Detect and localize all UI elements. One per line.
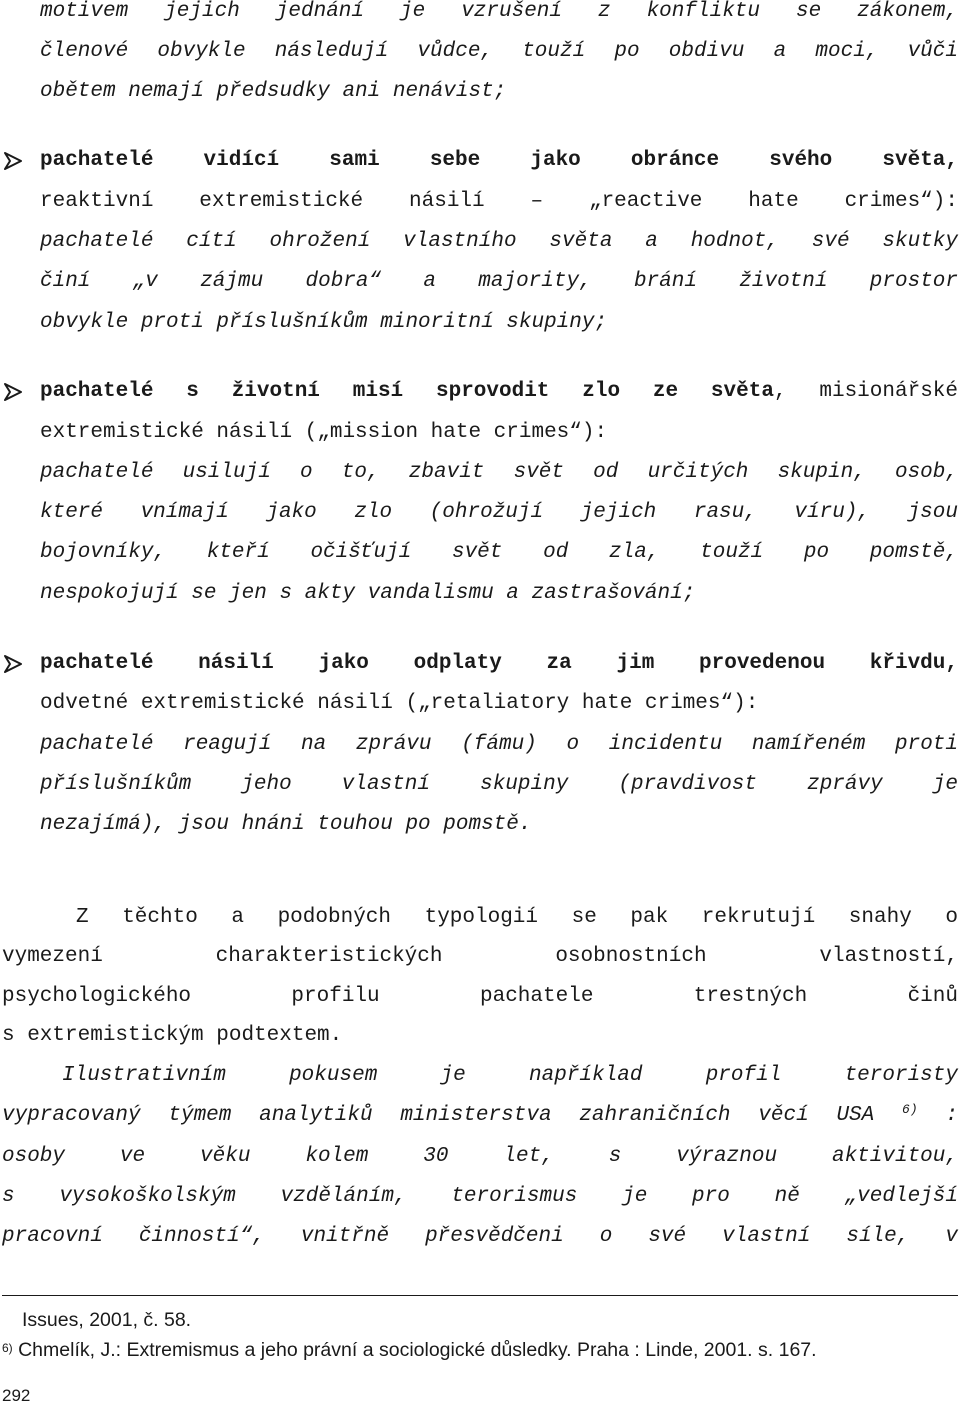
intro-line: obětem nemají předsudky ani nenávist; <box>40 80 507 103</box>
arrow-bullet-icon <box>2 149 32 173</box>
bullet-line: extremistické násilí („mission hate crimes“): <box>40 421 608 444</box>
bullet-heading: pachatelé vidící sami sebe jako obránce svého světa, <box>40 149 958 172</box>
footnote-6-text: Chmelík, J.: Extremismus a jeho právní a sociologické důsledky. Praha : Linde, 2001. s. 167. <box>18 1339 817 1361</box>
bullet-line: obvykle proti příslušníkům minoritní skupiny; <box>40 311 608 334</box>
bullet-line: odvetné extremistické násilí („retaliatory hate crimes“): <box>40 692 759 715</box>
footnote-continued: Issues, 2001, č. 58. <box>22 1309 192 1331</box>
bullet-line: příslušníkům jeho vlastní skupiny (pravdivost zprávy je <box>40 773 958 796</box>
bullet-heading-line <box>40 380 958 404</box>
footnote-6 <box>2 1338 817 1362</box>
bullet-line: které vnímají jako zlo (ohrožují jejich rasu, víru), jsou <box>40 501 958 524</box>
paragraph-line: s extremistickým podtextem. <box>2 1024 343 1047</box>
bullet-heading: pachatelé s životní misí sprovodit zlo ze světa <box>40 380 774 403</box>
paragraph-line: osoby ve věku kolem 30 let, s výraznou aktivitou, <box>2 1145 958 1168</box>
intro-line: motivem jejich jednání je vzrušení z konfliktu se zákonem, <box>40 0 958 23</box>
footnote-separator <box>2 1295 958 1296</box>
paragraph-colon: : <box>945 1104 959 1127</box>
paragraph-line: vymezení charakteristických osobnostních vlastností, <box>2 945 958 968</box>
bullet-line: nezajímá), jsou hnáni touhou po pomstě. <box>40 813 532 836</box>
page-number: 292 <box>2 1386 31 1405</box>
bullet-line: reaktivní extremistické násilí – „reactive hate crimes“): <box>40 190 958 213</box>
bullet-line: pachatelé usilují o to, zbavit svět od určitých skupin, osob, <box>40 461 958 484</box>
paragraph-line: Ilustrativním pokusem je například profil teroristy <box>62 1064 958 1087</box>
footnote-ref-6[interactable]: 6) <box>902 1102 918 1117</box>
footnote-6-marker: 6) <box>2 1341 13 1355</box>
bullet-heading: pachatelé násilí jako odplaty za jim provedenou křivdu, <box>40 652 958 675</box>
bullet-line: pachatelé reagují na zprávu (fámu) o incidentu namířeném proti <box>40 733 958 756</box>
bullet-line: nespokojují se jen s akty vandalismu a zastrašování; <box>40 582 696 605</box>
bullet-line: činí „v zájmu dobra“ a majority, brání životní prostor <box>40 270 958 293</box>
arrow-bullet-icon <box>2 380 32 404</box>
bullet-line: pachatelé cítí ohrožení vlastního světa a hodnot, své skutky <box>40 230 958 253</box>
bullet-line: bojovníky, kteří očišťují svět od zla, touží po pomstě, <box>40 541 958 564</box>
intro-line: členové obvykle následují vůdce, touží po obdivu a moci, vůči <box>40 40 958 63</box>
paragraph-line: s vysokoškolským vzděláním, terorismus je pro ně „vedlejší <box>2 1185 958 1208</box>
bullet-heading-rest: , misionářské <box>773 380 958 403</box>
paragraph-text: vypracovaný týmem analytiků ministerstva zahraničních věcí USA <box>2 1104 875 1127</box>
paragraph-line-with-ref <box>2 1104 958 1128</box>
arrow-bullet-icon <box>2 652 32 676</box>
paragraph-line: pracovní činností“, vnitřně přesvědčeni o své vlastní síle, v <box>2 1225 958 1248</box>
paragraph-line: psychologického profilu pachatele trestných činů <box>2 985 958 1008</box>
paragraph-line: Z těchto a podobných typologií se pak rekrutují snahy o <box>76 906 958 929</box>
